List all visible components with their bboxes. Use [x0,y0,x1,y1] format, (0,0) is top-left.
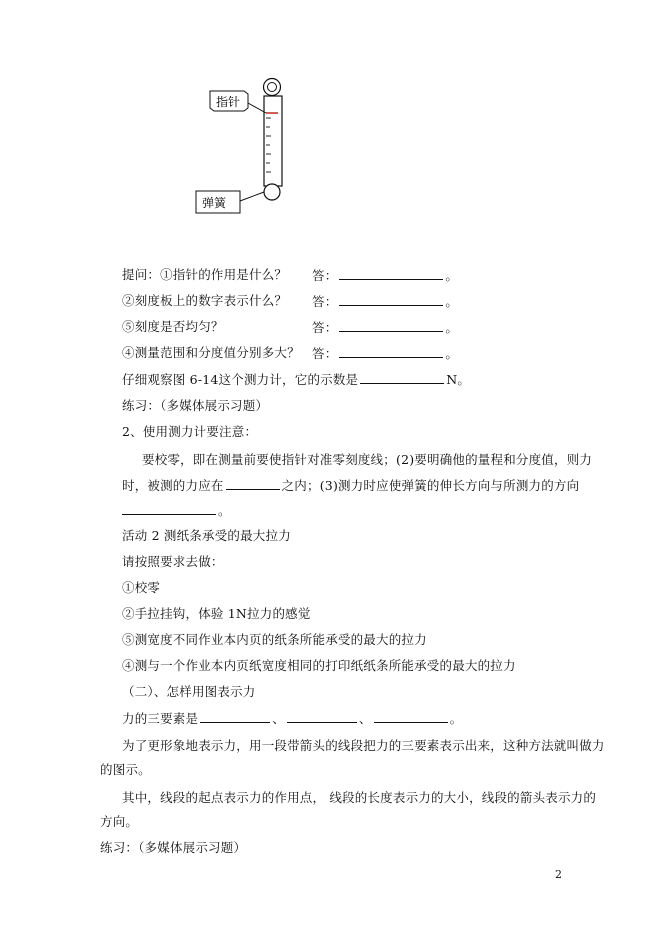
top-ring [264,79,281,96]
element-blank-1 [200,710,270,723]
scale-tube [264,96,282,186]
step-1: ①校零 [122,580,161,595]
three-elements-line [122,710,462,727]
meaning-line-2: 方向。 [100,814,139,829]
period: 。 [445,294,459,309]
usage-line-2-prefix: 时，被测的力应在 [122,478,224,493]
hook-ring [264,184,280,200]
period: 。 [445,346,459,361]
step-2: ②手拉挂钩，体验 1N拉力的感觉 [122,606,311,621]
answer-label: 答： [312,346,338,361]
observe-line [122,371,470,388]
range-blank [226,477,280,490]
question-4-text: ④测量范围和分度值分别多大？ [122,345,300,360]
answer-3 [312,319,458,336]
pointer-label: 指针 [216,95,241,109]
diagram-line-2: 的图示。 [100,762,151,777]
element-blank-2 [287,710,357,723]
answer-blank [339,293,443,306]
answer-2 [312,293,458,310]
element-blank-3 [374,710,448,723]
direction-blank [122,502,216,515]
spring-callout [196,191,264,213]
observe-prefix: 仔细观察图 6-14这个测力计，它的示数是 [122,372,359,387]
usage-line-3 [122,502,231,519]
answer-label: 答： [312,294,338,309]
step-4: ④测与一个作业本内页纸宽度相同的打印纸纸条所能承受的最大的拉力 [122,658,516,673]
practice-1: 练习：（多媒体展示习题） [122,398,269,413]
usage-line-2 [122,477,579,494]
usage-line-1: 要校零，即在测量前要使指针对准零刻度线；(2)要明确他的量程和分度值，则力 [142,452,593,467]
answer-4 [312,345,458,362]
spring-scale-figure [0,0,661,240]
answer-blank [339,345,443,358]
practice-2: 练习：（多媒体展示习题） [100,840,247,855]
period: 。 [445,320,459,335]
separator: 、 [358,711,372,726]
diagram-line-1: 为了更形象地表示力，用一段带箭头的线段把力的三要素表示出来，这种方法就叫做力 [122,738,605,753]
section-2-heading: 2、使用测力计要注意： [122,424,258,439]
spring-label: 弹簧 [202,196,227,210]
usage-line-3-suffix: 。 [218,503,231,518]
pointer-callout [210,91,266,113]
meaning-line-1: 其中，线段的起点表示力的作用点， 线段的长度表示力的大小，线段的箭头表示力的 [122,790,597,805]
usage-line-2-suffix: 之内；(3)测力时应使弹簧的伸长方向与所测力的方向 [281,478,580,493]
period: 。 [445,268,459,283]
instruction-text: 请按照要求去做： [122,554,224,569]
separator: 、 [272,711,285,726]
question-1-text: 提问：①指针的作用是什么？ [122,267,288,282]
answer-blank [339,319,443,332]
answer-label: 答： [312,268,338,283]
page-number: 2 [555,868,562,881]
observe-suffix: N。 [446,372,471,387]
answer-label: 答： [312,320,338,335]
section-b-heading: （二）、怎样用图表示力 [122,684,256,699]
observe-blank [360,371,444,384]
three-elements-suffix: 。 [449,711,463,726]
answer-blank [339,267,443,280]
question-3-text: ⑤刻度是否均匀？ [122,319,224,334]
question-2-text: ②刻度板上的数字表示什么？ [122,293,288,308]
activity-2-heading: 活动 2 测纸条承受的最大拉力 [122,528,291,543]
step-3: ⑤测宽度不同作业本内页的纸条所能承受的最大的拉力 [122,632,427,647]
three-elements-prefix: 力的三要素是 [122,711,199,726]
answer-1 [312,267,458,284]
